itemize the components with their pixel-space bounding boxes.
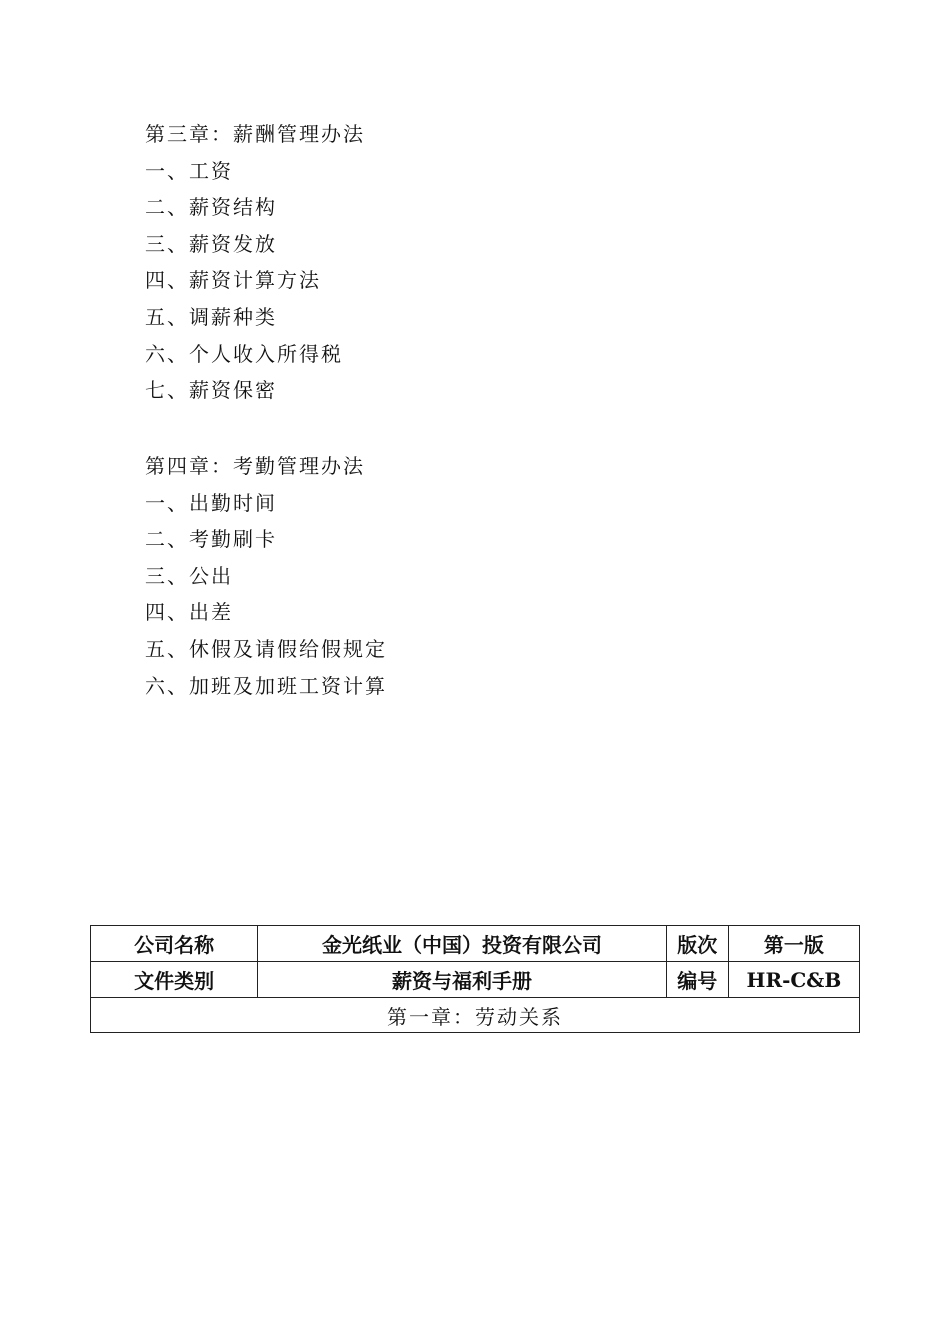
chapter-4-title: 第四章：考勤管理办法 (145, 454, 365, 478)
chapter-3-title: 第三章：薪酬管理办法 (145, 122, 365, 146)
toc-item: 四、薪资计算方法 (145, 268, 321, 293)
edition-value: 第一版 (728, 926, 859, 962)
chapter-heading: 第一章：劳动关系 (91, 998, 860, 1033)
toc-item: 五、休假及请假给假规定 (145, 636, 387, 661)
toc-item: 一、工资 (145, 158, 233, 183)
toc-item: 二、薪资结构 (145, 195, 277, 220)
toc-item: 三、公出 (145, 563, 233, 588)
toc-item: 二、考勤刷卡 (145, 527, 277, 552)
toc-item: 一、出勤时间 (145, 490, 277, 515)
toc-item: 四、出差 (145, 600, 233, 625)
document-code-value: HR-C&B (728, 962, 859, 998)
table-row (91, 998, 860, 1033)
toc-item: 七、薪资保密 (145, 378, 277, 403)
document-type-value: 薪资与福利手册 (258, 962, 667, 998)
document-header-table (90, 925, 860, 1033)
toc-item: 三、薪资发放 (145, 231, 277, 256)
company-name-value: 金光纸业（中国）投资有限公司 (258, 926, 667, 962)
edition-label: 版次 (666, 926, 728, 962)
table-row (91, 926, 860, 962)
toc-item: 六、加班及加班工资计算 (145, 673, 387, 698)
toc-chapter-4 (145, 448, 387, 704)
company-name-label: 公司名称 (91, 926, 258, 962)
toc-item: 五、调薪种类 (145, 304, 277, 329)
toc-item: 六、个人收入所得税 (145, 341, 343, 366)
toc-chapter-3 (145, 116, 365, 409)
document-type-label: 文件类别 (91, 962, 258, 998)
table-row (91, 962, 860, 998)
document-code-label: 编号 (666, 962, 728, 998)
